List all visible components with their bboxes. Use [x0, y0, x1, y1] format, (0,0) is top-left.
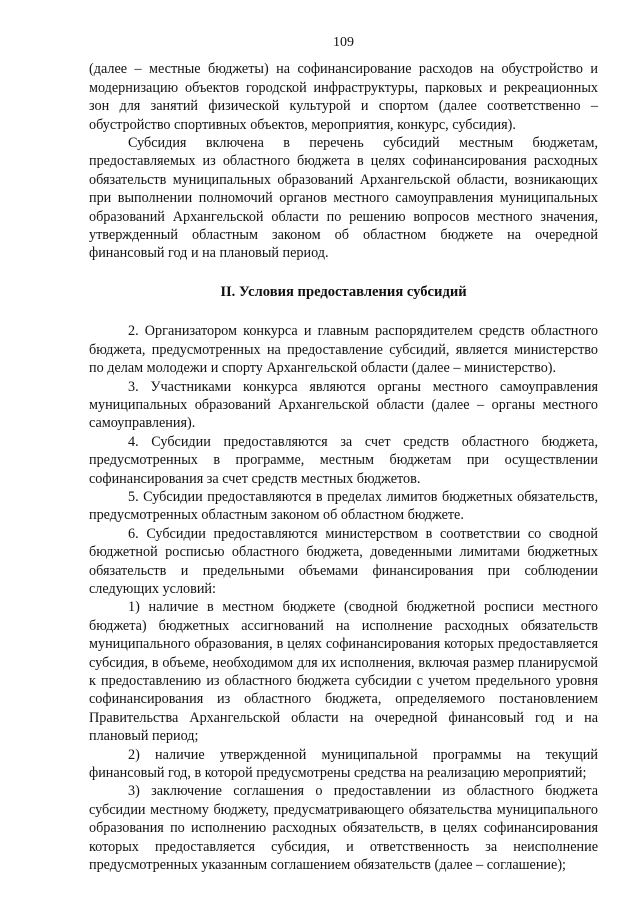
- document-page: [89, 34, 598, 874]
- page-number: 109: [333, 35, 354, 50]
- paragraph-condition-1: 1) наличие в местном бюджете (сводной бюджетной росписи местного бюджета) бюджетных ассигнований на исполнение расходных обязательств муниципального образования, в целях софинансирования которых предоставляется субсидия, в объеме, необходимом для их исполнения, включая размер планирусмой к предоставлению из областного бюджета субсидии с учетом предельного уровня софинансирования из областного бюджета, определяемого постановлением Правительства Архангельской области на очередной финансовый год и на плановый период;: [89, 599, 598, 745]
- paragraph-item-2: 2. Организатором конкурса и главным распорядителем средств областного бюджета, предусмотренных на предоставление субсидий, является министерство по делам молодежи и спорту Архангельской области (далее – министерство).: [89, 323, 598, 377]
- paragraph-subsidy-included: Субсидия включена в перечень субсидий местным бюджетам, предоставляемых из областного бюджета в целях софинансирования расходных обязательств муниципальных образований Архангельской области, возникающих при выполнении полномочий органов местного самоуправления муниципальных образований Архангельской области по решению вопросов местного значения, утвержденный областным законом об областном бюджете на очередной финансовый год и на плановый период.: [89, 135, 598, 262]
- paragraph-item-6: 6. Субсидии предоставляются министерством в соответствии со сводной бюджетной росписью областного бюджета, доведенными лимитами бюджетных обязательств и предельными объемами финансирования при соблюдении следующих условий:: [89, 525, 598, 597]
- paragraph-continuation: (далее – местные бюджеты) на софинансирование расходов на обустройство и модернизацию объектов городской инфраструктуры, парковых и рекреационных зон для занятий физической культурой и спортом (далее соответственно – обустройство спортивных объектов, мероприятия, конкурс, субсидия).: [89, 61, 598, 133]
- paragraph-condition-3: 3) заключение соглашения о предоставлении из областного бюджета субсидии местному бюджету, предусматривающего обязательства муниципального образования по исполнению расходных обязательств, в целях софинансирования которых предоставляется субсидия, и ответственность за неисполнение предусмотренных указанным соглашением обязательств (далее – соглашение);: [89, 783, 598, 874]
- paragraph-item-5: 5. Субсидии предоставляются в пределах лимитов бюджетных обязательств, предусмотренных областным законом об областном бюджете.: [89, 488, 598, 524]
- paragraph-item-3: 3. Участниками конкурса являются органы местного самоуправления муниципальных образований Архангельской области (далее – органы местного самоуправления).: [89, 378, 598, 432]
- section-heading: II. Условия предоставления субсидий: [220, 283, 467, 300]
- paragraph-condition-2: 2) наличие утвержденной муниципальной программы на текущий финансовый год, в которой предусмотрены средства на реализацию мероприятий;: [89, 746, 598, 782]
- paragraph-item-4: 4. Субсидии предоставляются за счет средств областного бюджета, предусмотренных в программе, местным бюджетам при осуществлении софинансирования за счет средств местных бюджетов.: [89, 433, 598, 487]
